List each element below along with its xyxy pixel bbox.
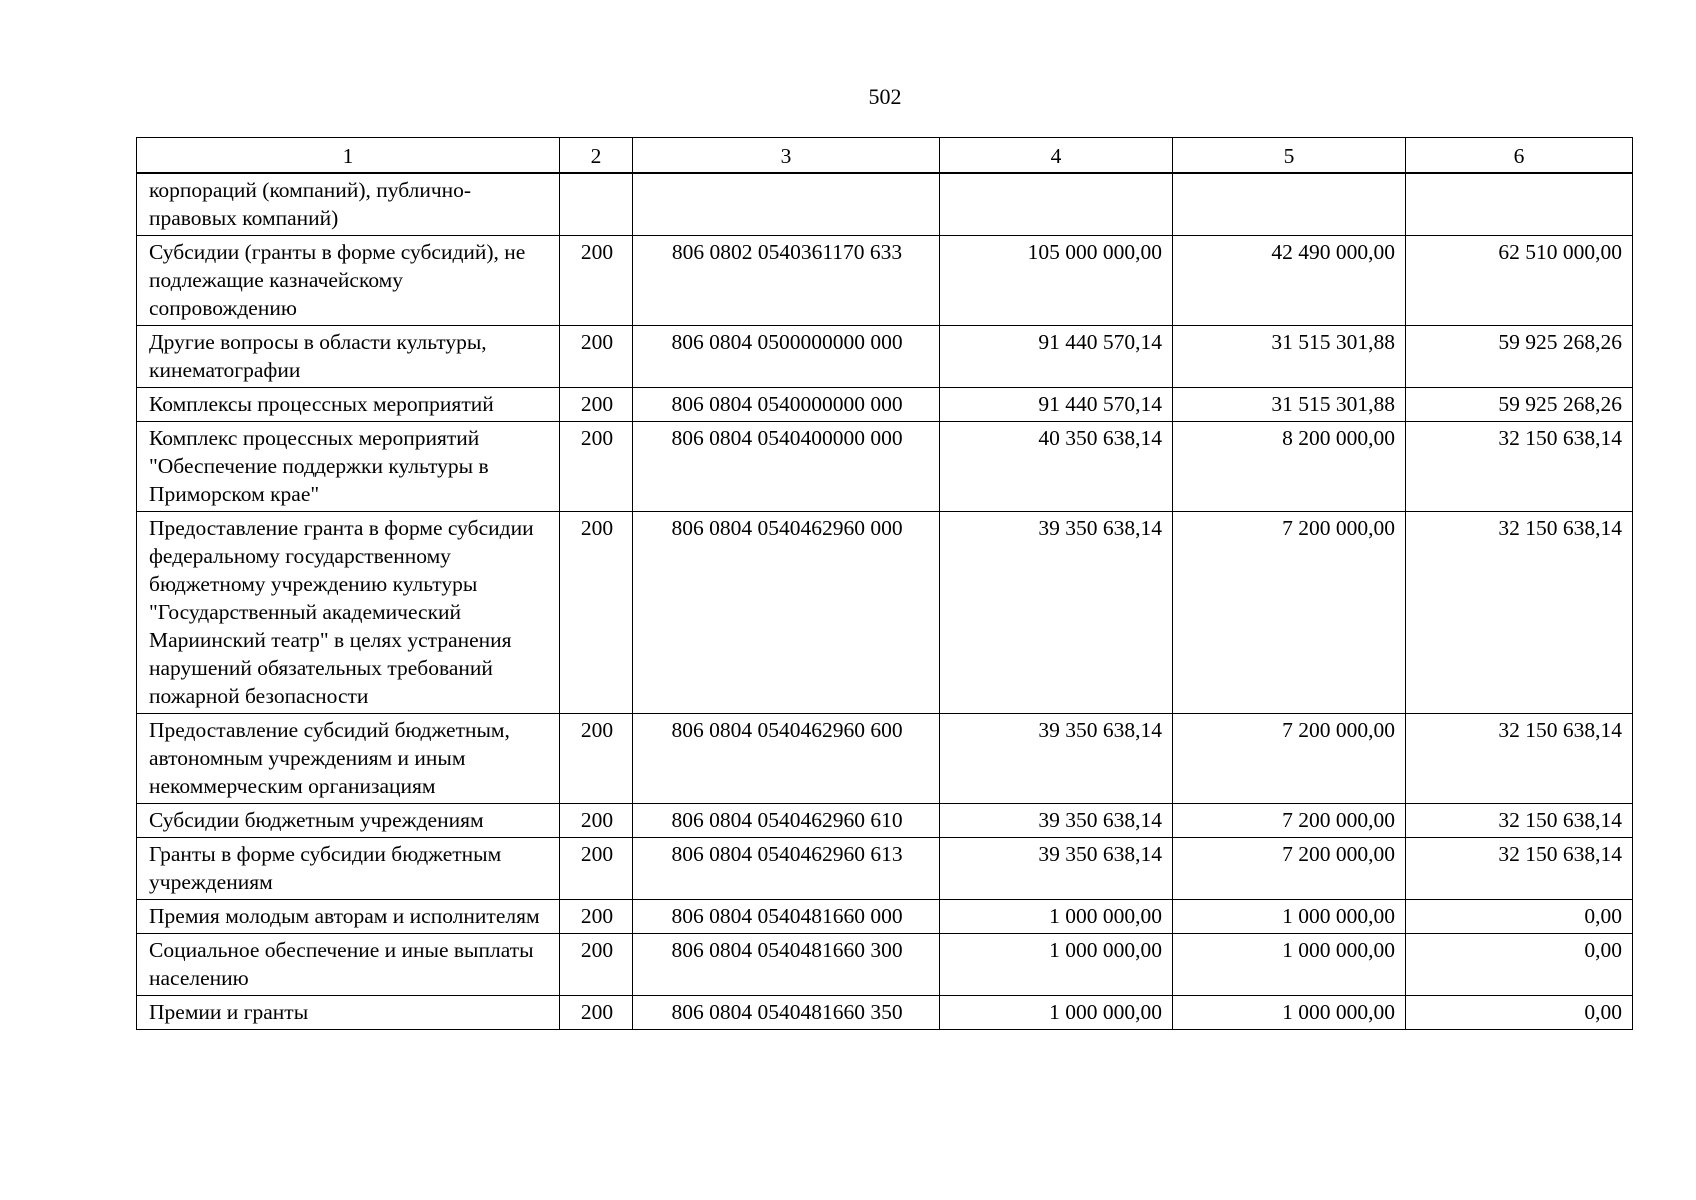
row-code: 200 — [560, 236, 633, 326]
table-body — [137, 173, 1633, 1030]
row-amount-col4: 1 000 000,00 — [940, 934, 1173, 996]
row-amount-col6: 32 150 638,14 — [1406, 804, 1633, 838]
row-amount-col5: 31 515 301,88 — [1173, 388, 1406, 422]
row-amount-col4: 91 440 570,14 — [940, 326, 1173, 388]
row-description: Предоставление субсидий бюджетным, автономным учреждениям и иным некоммерческим организациям — [137, 714, 560, 804]
row-code: 200 — [560, 900, 633, 934]
column-header-4: 4 — [940, 138, 1173, 174]
row-description: Гранты в форме субсидии бюджетным учреждениям — [137, 838, 560, 900]
row-amount-col4: 39 350 638,14 — [940, 838, 1173, 900]
row-budget-classification: 806 0804 0540462960 600 — [633, 714, 940, 804]
row-amount-col5: 8 200 000,00 — [1173, 422, 1406, 512]
row-code: 200 — [560, 388, 633, 422]
table-row — [137, 326, 1633, 388]
row-description: Комплекс процессных мероприятий "Обеспечение поддержки культуры в Приморском крае" — [137, 422, 560, 512]
row-amount-col6: 62 510 000,00 — [1406, 236, 1633, 326]
table-row — [137, 838, 1633, 900]
row-amount-col4 — [940, 173, 1173, 236]
row-amount-col5: 1 000 000,00 — [1173, 996, 1406, 1030]
row-code: 200 — [560, 512, 633, 714]
row-code: 200 — [560, 838, 633, 900]
row-amount-col6: 59 925 268,26 — [1406, 326, 1633, 388]
row-description: Субсидии бюджетным учреждениям — [137, 804, 560, 838]
row-amount-col5: 7 200 000,00 — [1173, 838, 1406, 900]
row-code — [560, 173, 633, 236]
row-amount-col5: 1 000 000,00 — [1173, 934, 1406, 996]
row-amount-col5: 7 200 000,00 — [1173, 714, 1406, 804]
row-description: Другие вопросы в области культуры, кинематографии — [137, 326, 560, 388]
row-amount-col5: 31 515 301,88 — [1173, 326, 1406, 388]
table-row — [137, 512, 1633, 714]
column-header-6: 6 — [1406, 138, 1633, 174]
row-budget-classification: 806 0802 0540361170 633 — [633, 236, 940, 326]
row-budget-classification: 806 0804 0540462960 610 — [633, 804, 940, 838]
table-row — [137, 422, 1633, 512]
row-budget-classification: 806 0804 0500000000 000 — [633, 326, 940, 388]
row-amount-col6 — [1406, 173, 1633, 236]
row-amount-col4: 1 000 000,00 — [940, 996, 1173, 1030]
row-amount-col4: 1 000 000,00 — [940, 900, 1173, 934]
row-code: 200 — [560, 996, 633, 1030]
row-description: Социальное обеспечение и иные выплаты населению — [137, 934, 560, 996]
column-header-1: 1 — [137, 138, 560, 174]
row-amount-col5: 7 200 000,00 — [1173, 804, 1406, 838]
column-header-3: 3 — [633, 138, 940, 174]
row-amount-col5: 7 200 000,00 — [1173, 512, 1406, 714]
row-amount-col6: 59 925 268,26 — [1406, 388, 1633, 422]
row-description: Комплексы процессных мероприятий — [137, 388, 560, 422]
table-row — [137, 388, 1633, 422]
row-amount-col4: 91 440 570,14 — [940, 388, 1173, 422]
row-code: 200 — [560, 934, 633, 996]
row-description: Премии и гранты — [137, 996, 560, 1030]
table-header — [137, 138, 1633, 174]
table-row — [137, 934, 1633, 996]
row-budget-classification: 806 0804 0540400000 000 — [633, 422, 940, 512]
column-header-5: 5 — [1173, 138, 1406, 174]
row-budget-classification: 806 0804 0540462960 000 — [633, 512, 940, 714]
table-row — [137, 996, 1633, 1030]
row-code: 200 — [560, 326, 633, 388]
row-amount-col6: 32 150 638,14 — [1406, 512, 1633, 714]
budget-table — [136, 137, 1633, 1030]
row-amount-col4: 39 350 638,14 — [940, 714, 1173, 804]
row-budget-classification: 806 0804 0540000000 000 — [633, 388, 940, 422]
row-amount-col4: 105 000 000,00 — [940, 236, 1173, 326]
row-amount-col6: 32 150 638,14 — [1406, 838, 1633, 900]
row-description: Субсидии (гранты в форме субсидий), не подлежащие казначейскому сопровождению — [137, 236, 560, 326]
row-amount-col5: 1 000 000,00 — [1173, 900, 1406, 934]
header-row — [137, 138, 1633, 174]
row-amount-col4: 39 350 638,14 — [940, 804, 1173, 838]
row-description: Премия молодым авторам и исполнителям — [137, 900, 560, 934]
row-budget-classification — [633, 173, 940, 236]
row-code: 200 — [560, 714, 633, 804]
table-row — [137, 173, 1633, 236]
row-amount-col6: 0,00 — [1406, 934, 1633, 996]
table-row — [137, 804, 1633, 838]
row-budget-classification: 806 0804 0540462960 613 — [633, 838, 940, 900]
row-budget-classification: 806 0804 0540481660 300 — [633, 934, 940, 996]
row-amount-col5: 42 490 000,00 — [1173, 236, 1406, 326]
column-header-2: 2 — [560, 138, 633, 174]
table-row — [137, 714, 1633, 804]
row-budget-classification: 806 0804 0540481660 000 — [633, 900, 940, 934]
row-description: Предоставление гранта в форме субсидии федеральному государственному бюджетному учреждению культуры "Государственный академический Мариинский театр" в целях устранения нарушений обязательных требований пожарной безопасности — [137, 512, 560, 714]
row-amount-col6: 0,00 — [1406, 900, 1633, 934]
table-row — [137, 900, 1633, 934]
row-amount-col6: 0,00 — [1406, 996, 1633, 1030]
row-amount-col4: 40 350 638,14 — [940, 422, 1173, 512]
table-row — [137, 236, 1633, 326]
row-budget-classification: 806 0804 0540481660 350 — [633, 996, 940, 1030]
row-amount-col6: 32 150 638,14 — [1406, 714, 1633, 804]
row-code: 200 — [560, 422, 633, 512]
row-amount-col5 — [1173, 173, 1406, 236]
row-description: корпораций (компаний), публично-правовых компаний) — [137, 173, 560, 236]
row-amount-col6: 32 150 638,14 — [1406, 422, 1633, 512]
page-number: 502 — [868, 84, 902, 109]
row-amount-col4: 39 350 638,14 — [940, 512, 1173, 714]
row-code: 200 — [560, 804, 633, 838]
